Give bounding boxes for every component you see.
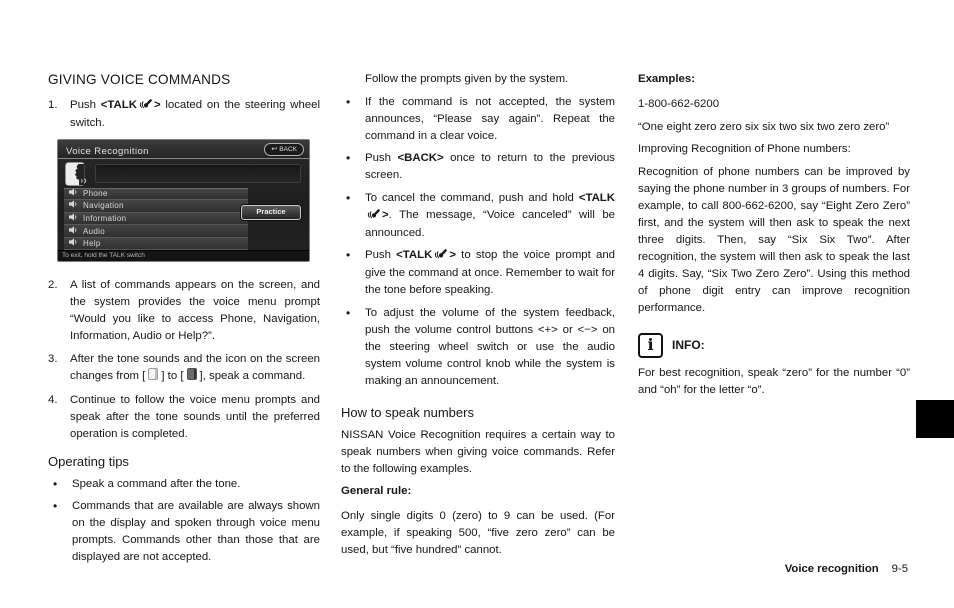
talk-mic-icon [139,98,152,115]
vr-screen-title: Voice Recognition [66,145,149,157]
talk-button-label: <TALK [396,249,433,261]
vr-row-help: Help [64,238,248,251]
example-speech: “One eight zero zero six six two six two zero zero” [638,120,890,133]
column-right [638,71,910,404]
face-listening-icon [187,368,197,380]
general-rule-label: General rule: [341,485,412,497]
intro-paragraph: Follow the prompts given by the system. [365,73,569,85]
tip-item: • Speak a command after the tone. [48,476,320,493]
bullet-item: • Push <BACK> once to return to the previous screen. [341,150,615,184]
footer-section-label: Voice recognition [784,563,879,575]
bullet-item: • To adjust the volume of the system feedback, push the volume control buttons <+> or <−> on the steering wheel switch or use the audio system volume control knob while the system is making an announcement. [341,305,615,390]
speak-numbers-heading: How to speak numbers [341,404,474,420]
vr-row-audio: Audio [64,225,248,238]
step-4: 4. Continue to follow the voice menu prompts and speak after the tone sounds until the preferred operation is completed. [48,393,320,440]
vr-command-field [95,164,301,183]
column-middle [341,71,615,565]
talk-button-label: <TALK [578,191,615,204]
vr-row-phone: Phone [64,188,248,201]
face-idle-icon [148,368,158,380]
column-left [48,71,320,572]
vr-command-list [64,188,248,251]
operating-tips-heading: Operating tips [48,453,129,469]
talk-mic-icon [434,248,447,265]
vr-row-navigation: Navigation [64,200,248,213]
info-block-header [638,333,910,358]
back-arrow-icon: ↩ [271,145,278,153]
vr-status-bar: To exit, hold the TALK switch [58,250,309,261]
step-1: 1. Push <TALK > located on the steering wheel switch. [48,99,320,129]
info-icon: i [638,333,663,358]
back-button: ↩ BACK [264,143,304,156]
vr-screen-header [58,140,309,159]
speak-numbers-paragraph: NISSAN Voice Recognition requires a certain way to speak numbers when giving voice commands. Refer to the following examples. [341,428,615,475]
info-label: INFO: [672,337,705,352]
page-footer [785,563,908,575]
section-edge-tab [916,400,954,438]
step-3: 3. After the tone sounds and the icon on the screen changes from [ ] to [ ], speak a command. [48,353,320,382]
improving-label: Improving Recognition of Phone numbers: [638,143,851,155]
voice-recognition-screen-image [57,139,310,262]
back-button-label: <BACK> [397,152,444,164]
phone-number: 1-800-662-6200 [638,98,720,110]
step-2: 2. A list of commands appears on the screen, and the system provides the voice menu prompt “Would you like to access Phone, Navigation, Information, Audio or Help?”. [48,278,320,342]
section-heading: GIVING VOICE COMMANDS [48,72,231,87]
bullet-item: • If the command is not accepted, the system announces, “Please say again”. Repeat the command in a clear voice. [341,94,615,145]
info-text: For best recognition, speak “zero” for the number “0” and “oh” for the letter “o”. [638,366,910,396]
practice-button: Practice [241,205,301,220]
tip-item: • Commands that are available are always shown on the display and spoken through voice menu prompts. Commands other than those that are displayed are not accepted. [48,498,320,566]
bullet-item: • To cancel the command, push and hold <TALK>. The message, “Voice canceled” will be announced. [341,190,615,242]
general-rule-text: Only single digits 0 (zero) to 9 can be used. (For example, if speaking 500, “five zero zero” can be used, but “five hundred” cannot. [341,510,615,556]
vr-row-information: Information [64,213,248,226]
talk-mic-icon [367,208,380,225]
examples-label: Examples: [638,73,695,85]
bullet-item: • Push <TALK > to stop the voice prompt and give the command at once. Remember to wait for the tone before speaking. [341,247,615,299]
improving-text: Recognition of phone numbers can be improved by saying the phone number in 3 groups of numbers. For example, to call 800-662-6200, say “Eight Zero Zero” first, and the system will then ask to speak the next three digits. Then, say “Six Six Two”. After recognition, the system will then ask to speak the last 4 digits. Say, “Six Two Zero Zero”. Using this method of phone digit entry can improve recognition performance. [638,165,910,314]
talk-button-label: <TALK [100,99,137,111]
footer-page-number: 9-5 [891,563,908,575]
